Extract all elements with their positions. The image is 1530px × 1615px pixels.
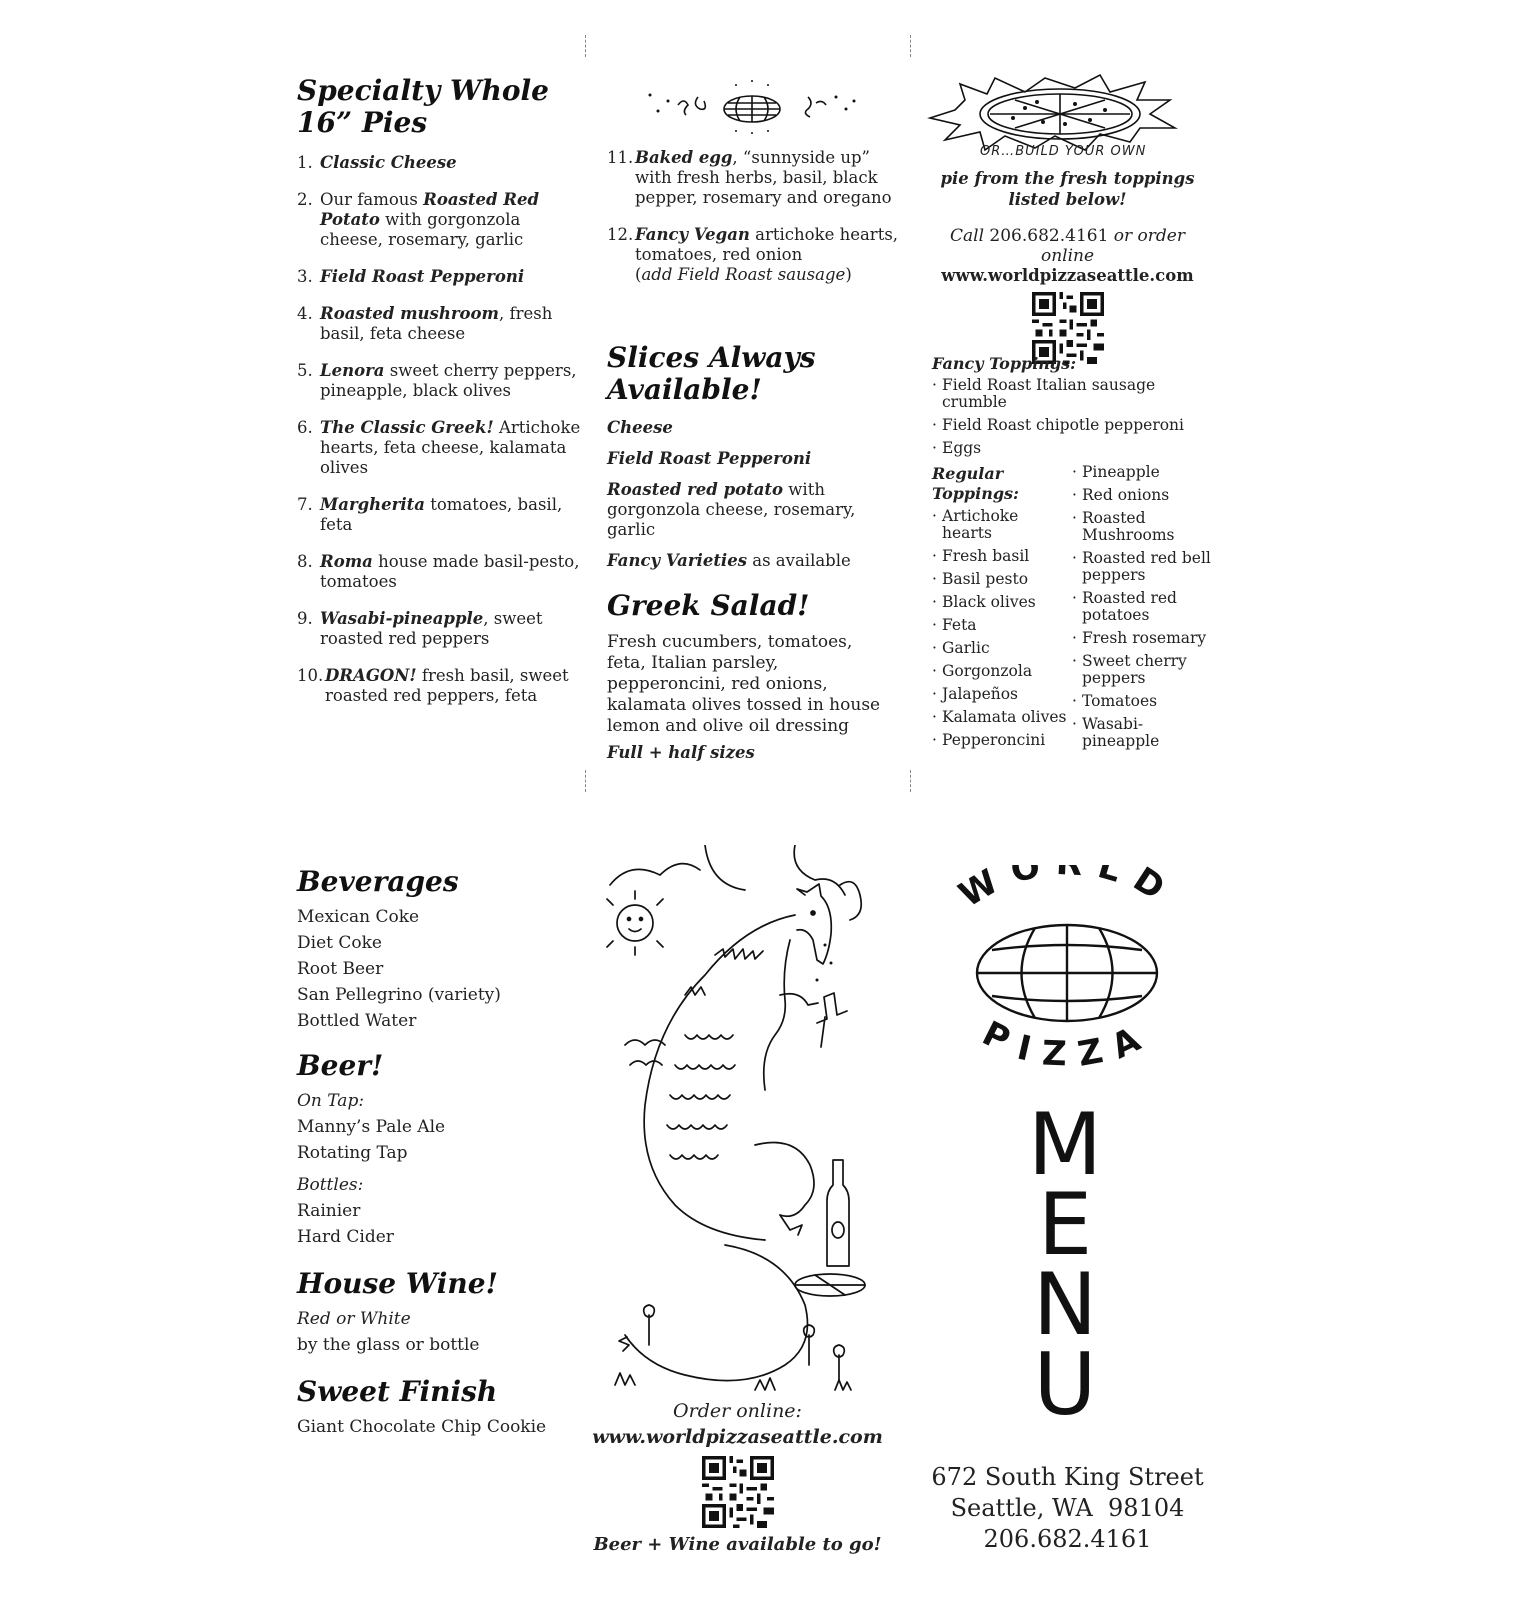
list-item: Manny’s Pale Ale: [297, 1117, 446, 1137]
pie-item: 11. Baked egg, “sunnyside up” with fresh herbs, basil, black pepper, rosemary and oregano: [607, 148, 892, 207]
list-item: · Kalamata olives: [932, 709, 1067, 726]
pie-item: 6. The Classic Greek! Artichoke hearts, feta cheese, kalamata olives: [297, 418, 581, 477]
sweet-finish-title: Sweet Finish: [297, 1375, 498, 1408]
list-item: Root Beer: [297, 959, 384, 979]
phone-number[interactable]: 206.682.4161: [983, 1525, 1152, 1553]
regular-toppings-col1: [932, 464, 1067, 755]
list-item: Rainier: [297, 1201, 361, 1221]
slice-fancy: Fancy Varieties as available: [607, 551, 851, 570]
website-link[interactable]: www.worldpizzaseattle.com: [941, 266, 1194, 285]
pies-list: [297, 153, 582, 706]
fold-mark-top-left: [585, 35, 586, 57]
globe-ornament-icon: [640, 75, 865, 135]
build-your-own-handwriting: OR…BUILD YOUR OWN: [980, 144, 1147, 159]
list-item: · Gorgonzola: [932, 663, 1067, 680]
drinks-panel: [297, 866, 567, 1440]
list-item: Mexican Coke: [297, 907, 420, 927]
list-item: · Wasabi-pineapple: [1072, 716, 1212, 750]
list-item: · Pepperoncini: [932, 732, 1067, 749]
list-item: · Pineapple: [1072, 464, 1212, 481]
beer-title: Beer!: [297, 1049, 384, 1082]
list-item: · Roasted Mushrooms: [1072, 510, 1212, 544]
salad-title: Greek Salad!: [607, 589, 810, 622]
list-item: · Artichoke hearts: [932, 508, 1067, 542]
bottles-label: Bottles:: [297, 1175, 364, 1195]
wine-type: Red or White: [297, 1309, 411, 1329]
regular-toppings-col2: [1072, 464, 1212, 756]
pie-item: 5. Lenora sweet cherry peppers, pineapple, black olives: [297, 361, 577, 400]
list-item: Hard Cider: [297, 1227, 394, 1247]
slices-title: Slices Always Available!: [607, 341, 816, 406]
pie-item: 9. Wasabi-pineapple, sweet roasted red peppers: [297, 609, 543, 648]
wine-title: House Wine!: [297, 1267, 498, 1300]
build-your-own-illustration: [925, 70, 1185, 165]
list-item: · Field Roast Italian sausage crumble: [932, 377, 1217, 411]
order-online-url[interactable]: www.worldpizzaseattle.com: [592, 1426, 883, 1448]
street-address: 672 South King Street: [931, 1463, 1204, 1491]
list-item: · Tomatoes: [1072, 693, 1212, 710]
salad-sizes: Full + half sizes: [607, 743, 755, 762]
slice-pepperoni: Field Roast Pepperoni: [607, 449, 812, 468]
menu-word: MENU: [1027, 1095, 1103, 1435]
pie-item: 8. Roma house made basil-pesto, tomatoes: [297, 552, 580, 591]
pie-item: 4. Roasted mushroom, fresh basil, feta cheese: [297, 304, 553, 343]
order-online-label: Order online:: [673, 1400, 802, 1422]
beverages-title: Beverages: [297, 865, 459, 898]
world-pizza-logo: [930, 865, 1205, 1070]
on-tap-label: On Tap:: [297, 1091, 365, 1111]
dragon-illustration: [605, 845, 875, 1400]
list-item: · Garlic: [932, 640, 1067, 657]
pies-continued: [607, 148, 902, 302]
call-line: Call 206.682.4161 or order online: [949, 226, 1185, 266]
order-online-section: [590, 1398, 885, 1555]
regular-toppings-list-1: [932, 508, 1067, 749]
regular-toppings-title: Regular Toppings:: [932, 464, 1019, 503]
list-item: Giant Chocolate Chip Cookie: [297, 1417, 547, 1437]
list-item: San Pellegrino (variety): [297, 985, 501, 1005]
fancy-toppings-title: Fancy Toppings:: [932, 354, 1077, 373]
list-item: · Black olives: [932, 594, 1067, 611]
address-block: [925, 1462, 1210, 1555]
list-item: · Eggs: [932, 440, 1217, 457]
list-item: Bottled Water: [297, 1011, 417, 1031]
specialty-pies-title: Specialty Whole 16” Pies: [297, 74, 549, 139]
svg-text:PIZZA: PIZZA: [975, 1013, 1160, 1070]
list-item: · Sweet cherry peppers: [1072, 653, 1212, 687]
globe-logo-icon: [930, 865, 1205, 1070]
beer-wine-to-go: Beer + Wine available to go!: [593, 1534, 882, 1555]
specialty-pies-panel: [297, 75, 582, 723]
list-item: · Jalapeños: [932, 686, 1067, 703]
fancy-toppings-section: [932, 354, 1217, 463]
build-your-own-section: [925, 168, 1210, 364]
pie-item: 7. Margherita tomatoes, basil, feta: [297, 495, 563, 534]
list-item: · Roasted red bell peppers: [1072, 550, 1212, 584]
pies-list-continued: [607, 148, 902, 285]
fold-mark-mid-right: [910, 770, 911, 792]
pie-item: 3. Field Roast Pepperoni: [297, 267, 525, 286]
ornament-globe: [640, 75, 865, 135]
svg-text:WORLD: WO LD: [952, 865, 1184, 916]
phone-number[interactable]: 206.682.4161: [989, 226, 1109, 246]
slice-cheese: Cheese: [607, 418, 673, 437]
list-item: Rotating Tap: [297, 1143, 408, 1163]
list-item: · Red onions: [1072, 487, 1212, 504]
fold-mark-mid-left: [585, 770, 586, 792]
list-item: Diet Coke: [297, 933, 382, 953]
fancy-toppings-list: [932, 377, 1217, 457]
build-line-2: listed below!: [1008, 190, 1127, 209]
slices-section: [607, 342, 902, 571]
salad-description: Fresh cucumbers, tomatoes, feta, Italian parsley, pepperoncini, red onions, kalamata olives tossed in house lemon and olive oil dressing: [607, 632, 881, 736]
pie-item: 10. DRAGON! fresh basil, sweet roasted red peppers, feta: [297, 666, 569, 705]
qr-code-icon[interactable]: [702, 1456, 774, 1528]
slice-potato: Roasted red potato with gorgonzola cheese, rosemary, garlic: [607, 480, 856, 539]
salad-section: [607, 590, 892, 762]
pie-item: 1. Classic Cheese: [297, 153, 457, 172]
list-item: · Basil pesto: [932, 571, 1067, 588]
wine-serving: by the glass or bottle: [297, 1335, 480, 1355]
pie-item: 2. Our famous Roasted Red Potato with gorgonzola cheese, rosemary, garlic: [297, 190, 540, 249]
dragon-with-wine-icon: [605, 845, 875, 1400]
list-item: · Field Roast chipotle pepperoni: [932, 417, 1217, 434]
list-item: · Fresh rosemary: [1072, 630, 1212, 647]
build-line-1: pie from the fresh toppings: [940, 169, 1195, 188]
list-item: · Feta: [932, 617, 1067, 634]
list-item: · Roasted red potatoes: [1072, 590, 1212, 624]
regular-toppings-list-2: [1072, 464, 1212, 750]
city-state-zip: Seattle, WA 98104: [950, 1494, 1185, 1522]
pie-item: 12. Fancy Vegan artichoke hearts, tomatoes, red onion (add Field Roast sausage): [607, 225, 899, 284]
list-item: · Fresh basil: [932, 548, 1067, 565]
fold-mark-top-right: [910, 35, 911, 57]
